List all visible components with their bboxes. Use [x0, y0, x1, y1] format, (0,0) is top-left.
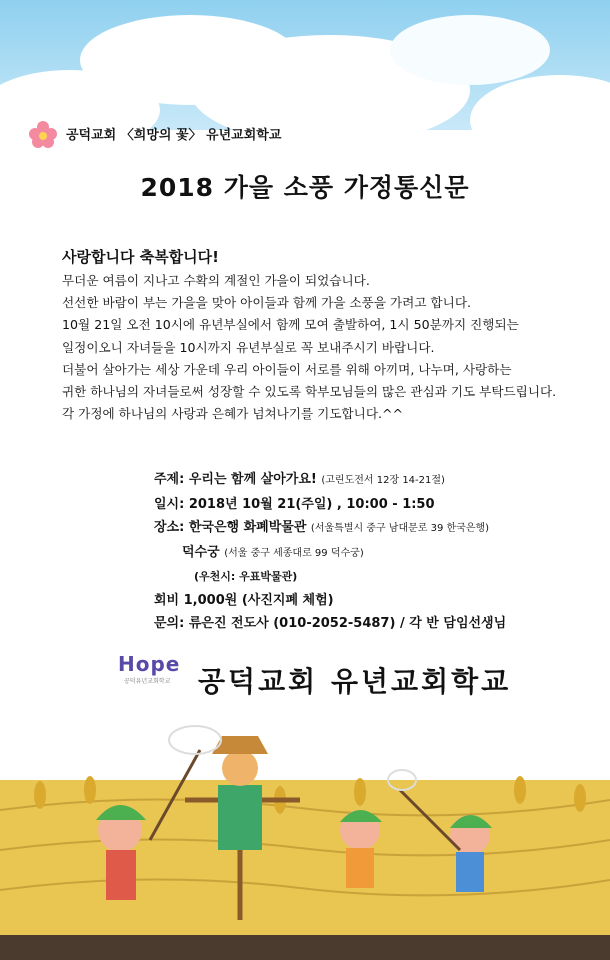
theme-reference: (고린도전서 12장 14-21절) [321, 475, 445, 486]
letter-line: 무더운 여름이 지나고 수확의 계절인 가을이 되었습니다. [62, 273, 370, 288]
letter-body [62, 270, 602, 425]
fee-row: 회비 1,000원 (사진지폐 체험) [154, 592, 334, 608]
rain-row: (우천시: 우표박물관) [194, 570, 298, 583]
letter-line: 각 가정에 하나님의 사랑과 은혜가 넘쳐나기를 기도합니다.^^ [62, 406, 404, 422]
place-row [154, 516, 506, 541]
church-header-label: 공덕교회 〈희망의 꽃〉 유년교회학교 [66, 127, 282, 143]
contact-row: 문의: 류은진 전도사 (010-2052-5487) / 각 반 담임선생님 [154, 616, 507, 631]
church-header [26, 118, 281, 148]
letter-line: 10월 21일 오전 10시에 유년부실에서 함께 모여 출발하여, 1시 50분까지 진행되는 [62, 317, 519, 333]
place2-address: (서울 중구 세종대로 99 덕수궁) [224, 547, 364, 559]
letter-line: 더불어 살아가는 세상 가운데 우리 아이들이 서로를 위해 아끼며, 나누며, 사랑하는 [62, 361, 512, 377]
place-address: (서울특별시 중구 남대문로 39 한국은행) [310, 523, 490, 534]
wheat-field-illustration [0, 690, 610, 960]
event-details [154, 468, 506, 636]
school-name: 공덕교회 유년교회학교 [198, 665, 512, 698]
hope-logo [118, 652, 180, 685]
letter-line: 일정이오니 자녀들을 10시까지 유년부실로 꼭 보내주시기 바랍니다. [62, 339, 435, 355]
greeting: 사랑합니다 축복합니다! [62, 248, 219, 266]
page-title: 2018 가을 소풍 가정통신문 [140, 173, 470, 202]
letter-line: 선선한 바람이 부는 가을을 맞아 아이들과 함께 가을 소풍을 가려고 합니다. [62, 295, 472, 311]
date-row: 일시: 2018년 10월 21(주일) , 10:00 - 1:50 [154, 496, 435, 512]
theme-row [154, 468, 506, 493]
place2-row [154, 541, 506, 566]
place-text: 장소: 한국은행 화폐박물관 [154, 520, 307, 535]
flower-icon [26, 118, 60, 148]
letter-line: 귀한 하나님의 자녀들로써 성장할 수 있도록 학부모님들의 많은 관심과 기도 부탁드립니다. [62, 384, 557, 400]
hope-logo-text: Hope [118, 652, 181, 676]
theme-text: 주제: 우리는 함께 살아가요! [154, 472, 317, 487]
hope-logo-subtitle: 공덕유년교회학교 [124, 678, 171, 685]
place2-text: 덕수궁 [182, 544, 220, 560]
